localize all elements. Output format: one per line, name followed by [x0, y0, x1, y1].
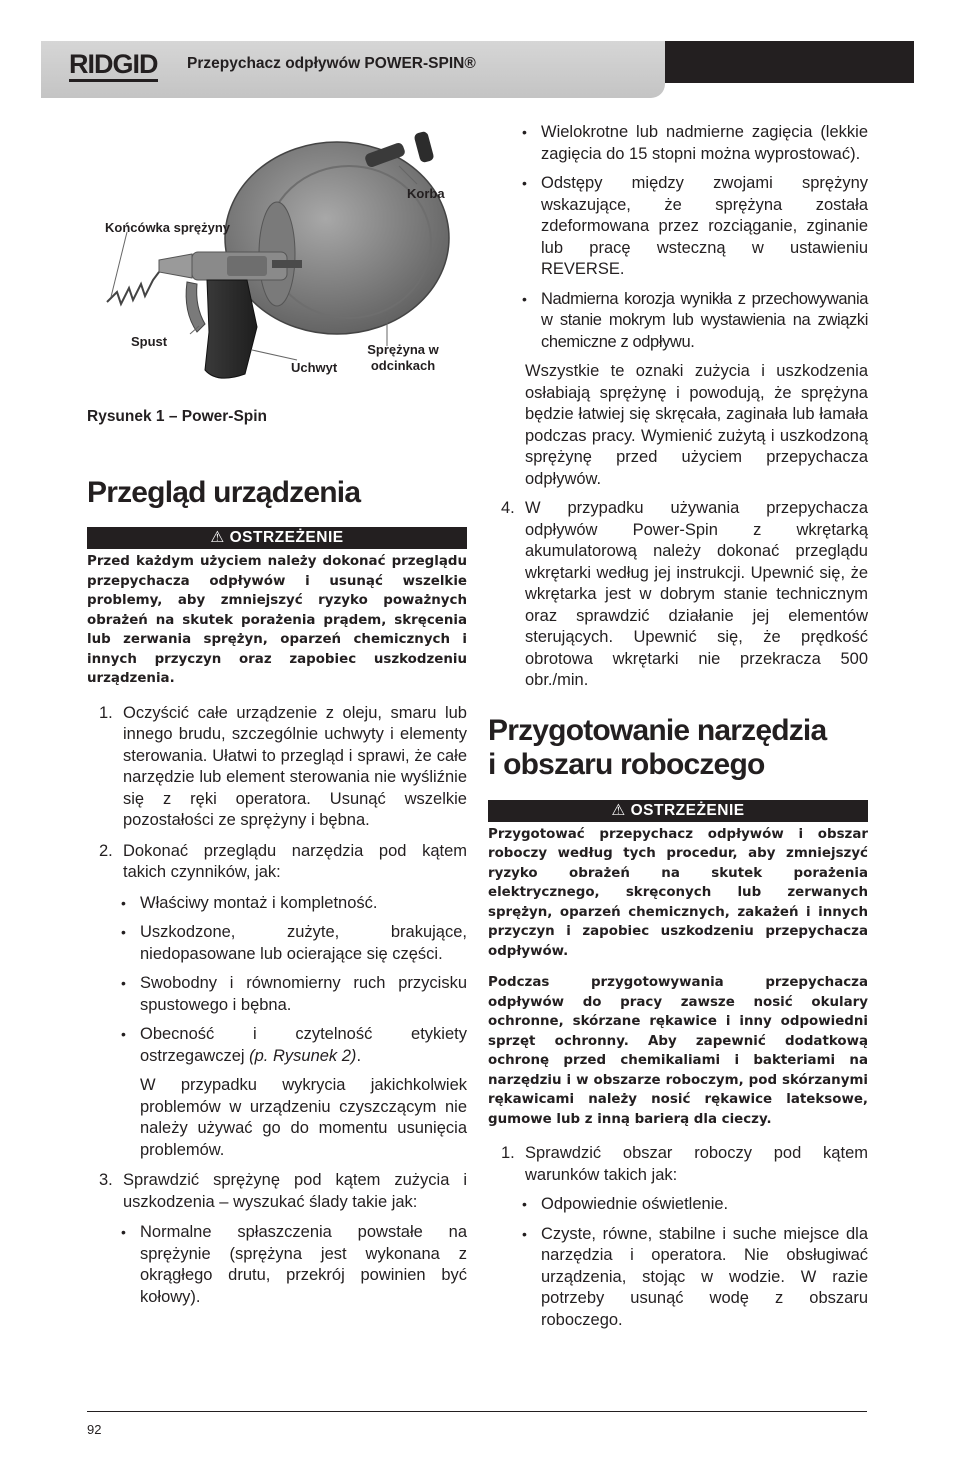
warning-label: OSTRZEŻENIE — [229, 529, 344, 546]
item-text: Sprawdzić sprężynę pod kątem zużycia i uszkodzenia – wyszukać ślady takie jak: — [123, 1171, 467, 1211]
bullet-text: Nadmierna korozja wynikła z przechowywania w stanie mokrym lub wystawienia na związki chemiczne z odpływu. — [541, 289, 868, 351]
bullet-text: Uszkodzone, zużyte, brakujące, niedopasowane lub ocierające się części. — [140, 923, 467, 963]
bullet-item — [87, 893, 467, 915]
ridgid-logo: RIDGID — [69, 49, 158, 82]
warning-bar — [488, 800, 868, 822]
wear-paragraph: Wszystkie te oznaki zużycia i uszkodzenia osłabiają sprężynę i powodują, że sprężyna będzie łatwiej się skręcała, zaginała lub łamała podczas pracy. Wymienić zużytą i uszkodzoną sprężynę przed użyciem przepychacza odpływów. — [525, 362, 868, 488]
figure-power-spin — [87, 112, 467, 392]
item-number: 3. — [99, 1171, 113, 1189]
note-paragraph: W przypadku wykrycia jakichkolwiek problemów w urządzeniu czyszczącym nie należy używać go do momentu usunięcia problemów. — [140, 1076, 467, 1159]
bullet-item — [87, 922, 467, 965]
warning-triangle-icon: ⚠ — [210, 529, 225, 546]
inspection-list — [87, 703, 467, 1309]
label-spring-sections — [363, 342, 443, 374]
warning-text: Przed każdym użyciem należy dokonać przeglądu przepychacza odpływów i usunąć wszelkie problemy, aby zmniejszyć ryzyko poważnych obrażeń na skutek porażenia prądem, skręcenia lub zerwania sprężyn, oparzeń chemicznych i innych przyczyn oraz zapobiec uszkodzeniu urządzenia. — [87, 554, 467, 686]
warning-text: Przygotować przepychacz odpływów i obszar roboczy według tych procedur, aby zmniejszyć ryzyko obrażeń na skutek porażenia elektrycznego, skręconych lub zerwanych sprężyn, oparzeń chemicznych, zakażeń i innych przyczyn i zapobiec uszkodzeniu przepychacza odpływów. — [488, 826, 868, 959]
bullet-item — [87, 973, 467, 1016]
bullet-item — [488, 173, 868, 281]
left-column — [87, 112, 467, 1316]
label-spring-sections-line1: Sprężyna w — [367, 342, 439, 357]
bullet-icon: • — [522, 1225, 527, 1242]
warning-text: Podczas przygotowywania przepychacza odpływów do pracy zawsze nosić okulary ochronne, skórzane rękawice i inny odpowiedni sprzęt ochronny. Aby zapewnić dodatkową ochronę przed chemikaliami i bakteriami na narzędziu i w obszarze roboczym, pod skórzanymi rękawicami należy nosić rękawice lateksowe, gumowe lub z inną barierą dla cieczy. — [488, 975, 868, 1127]
heading-line-2: i obszaru roboczego — [488, 747, 765, 781]
bullet-item — [488, 1194, 868, 1216]
section-heading-preparation — [488, 714, 868, 782]
warning-label: OSTRZEŻENIE — [630, 801, 745, 819]
bullet-text: Swobodny i równomierny ruch przycisku spustowego i bębna. — [140, 974, 467, 1014]
right-column — [488, 122, 868, 1339]
page-header — [41, 41, 914, 98]
list-item — [87, 1170, 467, 1213]
item-number: 1. — [99, 703, 113, 722]
bullet-icon: • — [121, 894, 126, 911]
item-text: Dokonać przeglądu narzędzia pod kątem takich czynników, jak: — [123, 841, 467, 881]
header-title: Przepychacz odpływów POWER-SPIN® — [187, 55, 476, 72]
item-number: 4. — [501, 499, 515, 517]
item-number: 1. — [501, 1144, 515, 1162]
section-heading-inspection: Przegląd urządzenia — [87, 476, 361, 509]
bullet-icon: • — [522, 175, 527, 191]
page-number: 92 — [87, 1422, 102, 1437]
bullet-icon: • — [121, 1224, 126, 1240]
bullet-icon: • — [522, 290, 527, 307]
list-item — [488, 498, 868, 692]
footer-divider — [87, 1411, 867, 1412]
list-item — [87, 703, 467, 832]
list-item — [488, 1143, 868, 1186]
warning-triangle-icon: ⚠ — [611, 801, 626, 819]
bullet-icon: • — [121, 975, 126, 991]
bullet-item — [87, 1024, 467, 1067]
bullet-text: Odstępy między zwojami sprężyny wskazujące, że sprężyna została zdeformowana przez rozciąganie, zginanie lub pracę wsteczną w ustawieniu REVERSE. — [541, 174, 868, 278]
header-black-band — [665, 41, 914, 83]
heading-line-1: Przygotowanie narzędzia — [488, 713, 827, 747]
bullet-text: Normalne spłaszczenia powstałe na sprężynie (sprężyna jest wykonana z okrągłego drutu, przekrój powinien być kołowy). — [140, 1223, 467, 1306]
bullet-text: Właściwy montaż i kompletność. — [140, 893, 378, 912]
preparation-list — [488, 1143, 868, 1331]
list-item — [87, 841, 467, 884]
label-crank: Korba — [407, 186, 445, 201]
bullet-text-end: . — [356, 1046, 362, 1065]
bullet-item — [488, 289, 868, 354]
item-text: Sprawdzić obszar roboczy pod kątem warunków takich jak: — [525, 1144, 868, 1184]
label-spring-sections-line2: odcinkach — [370, 358, 436, 373]
label-trigger: Spust — [131, 334, 168, 349]
bullet-icon: • — [522, 124, 527, 140]
figure-reference: (p. Rysunek 2) — [249, 1046, 357, 1065]
bullet-icon: • — [121, 1026, 126, 1042]
bullet-text: Odpowiednie oświetlenie. — [541, 1195, 729, 1213]
figure-caption: Rysunek 1 – Power-Spin — [87, 408, 268, 425]
bullet-text: Obecność i czytelność etykiety ostrzegawczej — [140, 1025, 467, 1065]
label-spring-tip: Końcówka sprężyny — [105, 220, 230, 235]
item-text: Oczyścić całe urządzenie z oleju, smaru lub innego brudu, szczególnie uchwyty i elementy sterowania. Ułatwi to przegląd i sprawi, że całe narzędzie lub element sterowania nie wyśliźnie się z ręki operatora. Usunąć wszelkie pozostałości ze sprężyny i bębna. — [123, 703, 467, 829]
item-text: W przypadku używania przepychacza odpływów Power-Spin z wkrętarką akumulatorową należy dokonać przeglądu wkrętarki według jej instrukcji. Upewnić się, że wkrętarka jest w dobrym stanie technicznym oraz sprawdzić działanie jej elementów sterujących. Upewnić się, że prędkość obrotowa wkrętarki nie przekracza 500 obr./min. — [525, 499, 868, 689]
bullet-item — [488, 1224, 868, 1332]
bullet-icon: • — [522, 1196, 527, 1212]
bullet-icon: • — [121, 924, 126, 940]
label-handle: Uchwyt — [291, 360, 338, 375]
bullet-item — [488, 122, 868, 165]
bullet-item — [87, 1222, 467, 1308]
item-number: 2. — [99, 841, 113, 860]
bullet-text: Czyste, równe, stabilne i suche miejsce dla narzędzia i operatora. Nie obsługiwać urządzenia, stojąc w wodzie. W razie potrzeby usunąć wodę z obszaru roboczego. — [541, 1224, 868, 1329]
bullet-text: Wielokrotne lub nadmierne zagięcia (lekkie zagięcia do 15 stopni można wyprostować). — [541, 123, 868, 163]
warning-bar — [87, 527, 467, 549]
